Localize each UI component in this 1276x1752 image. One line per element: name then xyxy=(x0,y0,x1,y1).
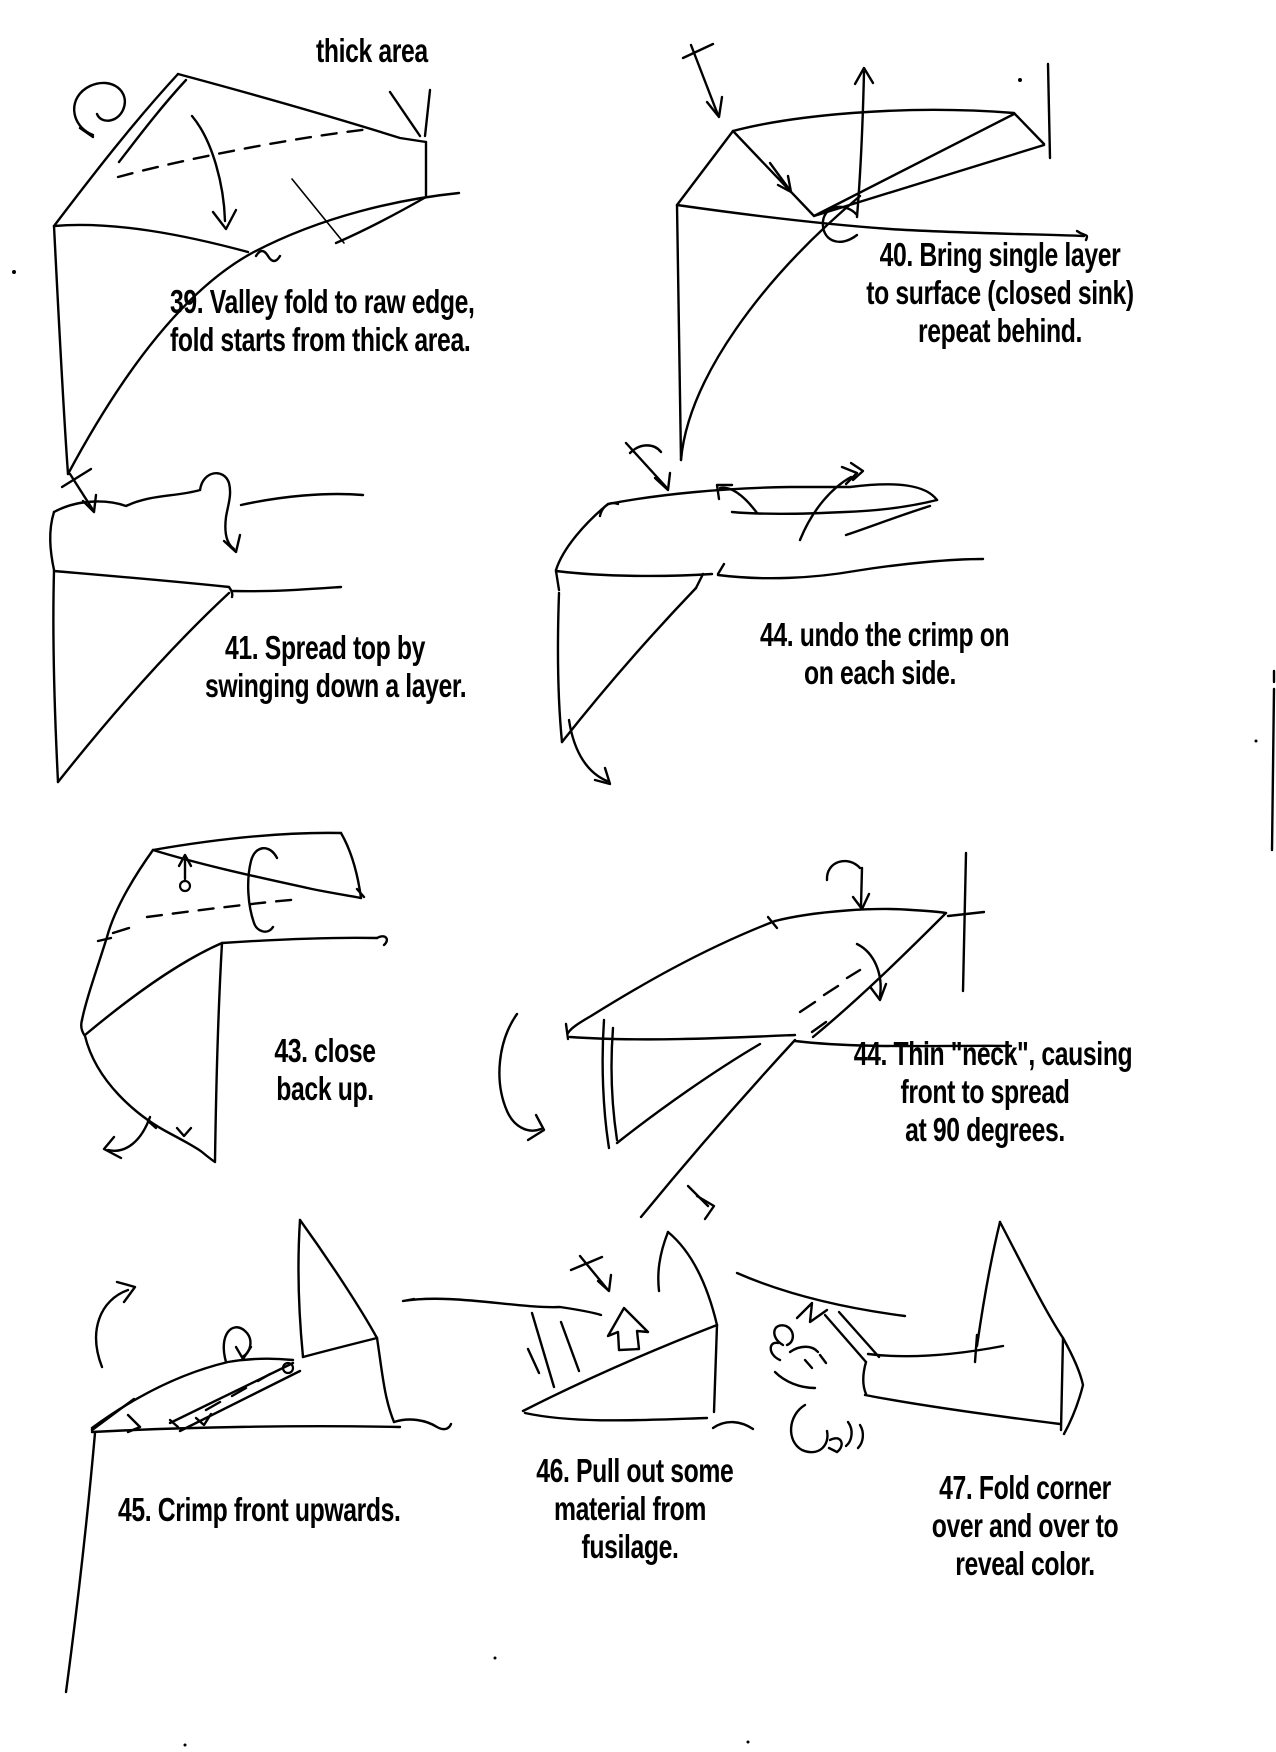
caption-line: 39. Valley fold to raw edge, xyxy=(170,283,475,320)
caption-line: 46. Pull out some xyxy=(536,1452,734,1489)
caption-step-45 xyxy=(118,1491,401,1529)
caption-line: back up. xyxy=(276,1070,374,1107)
caption-line: 40. Bring single layer xyxy=(879,236,1121,273)
diagram-step-43 xyxy=(81,833,387,1162)
caption-step-47 xyxy=(916,1469,1134,1583)
caption-line: reveal color. xyxy=(955,1545,1095,1582)
diagram-step-45 xyxy=(66,1220,451,1692)
diagram-step-41 xyxy=(50,469,363,782)
diagram-step-47 xyxy=(737,1222,1083,1452)
diagram-step-46 xyxy=(403,1232,753,1429)
caption-line: fold starts from thick area. xyxy=(170,321,471,358)
caption-line: on each side. xyxy=(804,654,956,691)
caption-line: 43. close xyxy=(274,1032,376,1069)
caption-step-39 xyxy=(170,283,474,359)
caption-line: material from xyxy=(554,1490,706,1527)
caption-line: at 90 degrees. xyxy=(905,1111,1065,1148)
caption-line: 41. Spread top by xyxy=(225,629,425,666)
caption-line: to surface (closed sink) xyxy=(866,274,1134,311)
caption-line: over and over to xyxy=(931,1507,1119,1544)
caption-step-41 xyxy=(205,629,467,705)
caption-step-43 xyxy=(254,1032,397,1108)
caption-line: front to spread xyxy=(900,1073,1070,1110)
caption-line: 45. Crimp front upwards. xyxy=(118,1491,401,1528)
diagram-step-39 xyxy=(54,74,459,474)
caption-line: 47. Fold corner xyxy=(939,1469,1111,1506)
caption-line: 44. Thin "neck", causing xyxy=(853,1035,1133,1072)
caption-step-44-thin-neck xyxy=(853,1035,1133,1149)
caption-step-40 xyxy=(865,236,1135,350)
caption-line: repeat behind. xyxy=(918,312,1082,349)
caption-step-46 xyxy=(536,1452,734,1566)
caption-line: swinging down a layer. xyxy=(205,667,467,704)
caption-line: fusilage. xyxy=(581,1528,679,1565)
caption-line: 44. undo the crimp on xyxy=(760,616,1010,653)
thick-area-label: thick area xyxy=(316,32,428,69)
diagram-step-44-undo-crimp xyxy=(556,443,983,784)
caption-step-44-undo-crimp xyxy=(760,616,1010,692)
